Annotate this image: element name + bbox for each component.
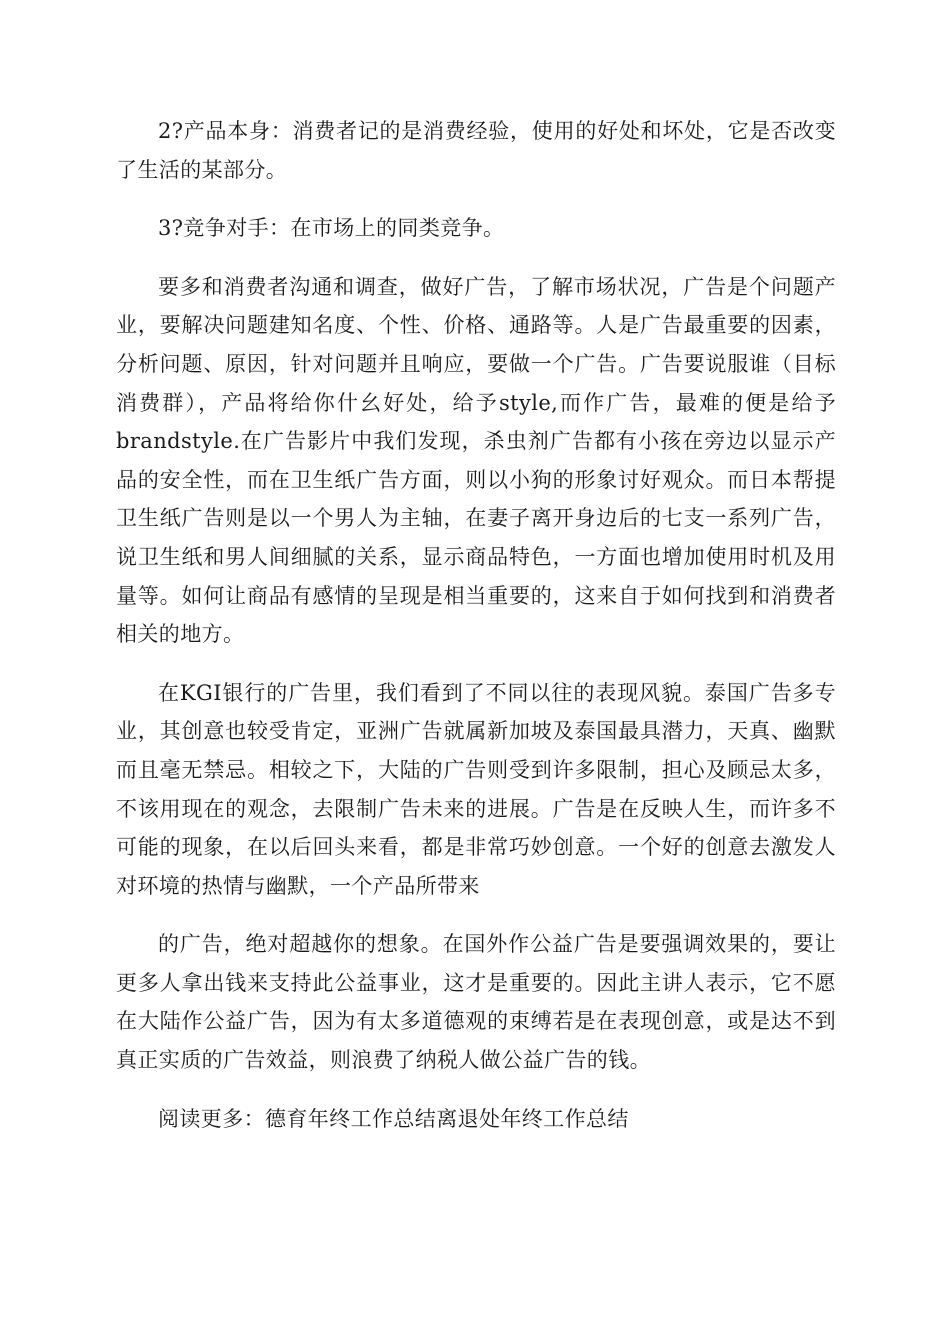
paragraph-consumer-communication: 要多和消费者沟通和调查，做好广告，了解市场状况，广告是个问题产业，要解决问题建知名度、个性、价格、通路等。人是广告最重要的因素，分析问题、原因，针对问题并且响应，要做一个广告。广告要说服谁（目标消费群），产品将给你什幺好处，给予style,而作广告，最难的便是给予brandstyle.在广告影片中我们发现，杀虫剂广告都有小孩在旁边以显示产品的安全性，而在卫生纸广告方面，则以小狗的形象讨好观众。而日本帮提卫生纸广告则是以一个男人为主轴，在妻子离开身边后的七支一系列广告，说卫生纸和男人间细腻的关系，显示商品特色，一方面也增加使用时机及用量等。如何让商品有感情的呈现是相当重要的，这来自于如何找到和消费者相关的地方。 bbox=[116, 274, 836, 647]
paragraph-kgi-bank-ads: 在KGI银行的广告里，我们看到了不同以往的表现风貌。泰国广告多专业，其创意也较受肯定，亚洲广告就属新加坡及泰国最具潜力，天真、幽默而且毫无禁忌。相较之下，大陆的广告则受到许多限制，担心及顾忌太多，不该用现在的观念，去限制广告未来的进展。广告是在反映人生，而许多不可能的现象，在以后回头来看，都是非常巧妙创意。一个好的创意去激发人对环境的热情与幽默，一个产品所带来 bbox=[116, 680, 836, 898]
paragraph-product-itself: 2?产品本身：消费者记的是消费经验，使用的好处和坏处，它是否改变了生活的某部分。 bbox=[116, 119, 836, 182]
paragraph-read-more: 阅读更多：德育年终工作总结离退处年终工作总结 bbox=[158, 1106, 629, 1131]
paragraph-competitors: 3?竞争对手：在市场上的同类竞争。 bbox=[158, 216, 505, 241]
paragraph-public-service-ads: 的广告，绝对超越你的想象。在国外作公益广告是要强调效果的，要让更多人拿出钱来支持此公益事业，这才是重要的。因此主讲人表示，它不愿在大陆作公益广告，因为有太多道德观的束缚若是在表现创意，或是达不到真正实质的广告效益，则浪费了纳税人做公益广告的钱。 bbox=[116, 932, 836, 1073]
document-body bbox=[116, 112, 836, 1158]
